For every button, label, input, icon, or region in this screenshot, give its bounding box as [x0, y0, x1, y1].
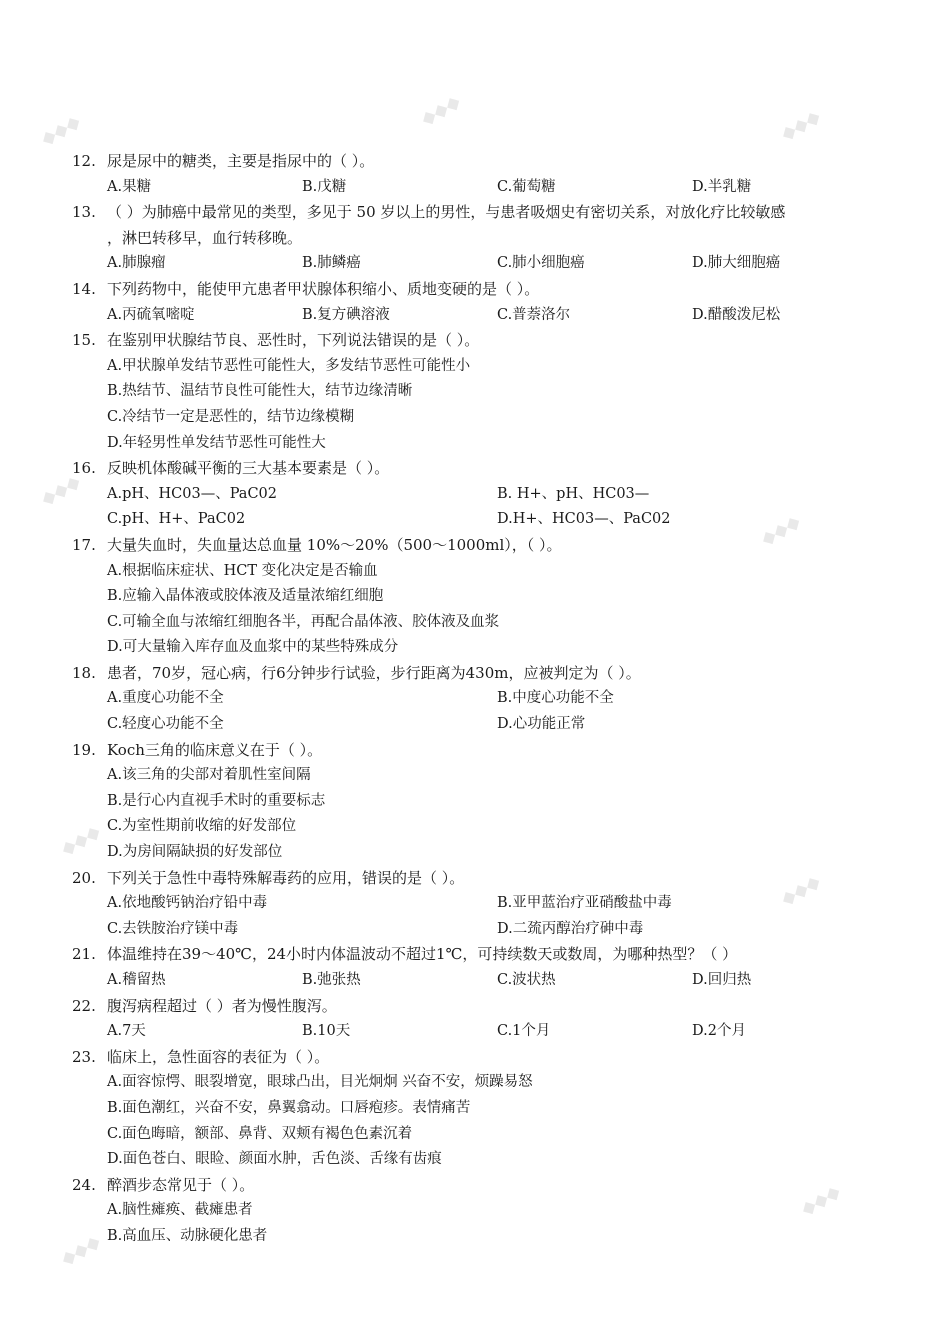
- question-text: Koch三角的临床意义在于（ ）。: [107, 740, 323, 759]
- answer-option: B.高血压、动脉硬化患者: [107, 1227, 268, 1244]
- question-item: [72, 942, 882, 993]
- option-list: [72, 968, 882, 994]
- option-list: [72, 559, 882, 661]
- answer-option: A.pH、HC03—、PaC02: [107, 485, 277, 502]
- question-text: 下列关于急性中毒特殊解毒药的应用，错误的是（ ）。: [107, 868, 465, 887]
- option-list: [72, 1070, 882, 1172]
- watermark-mark: ◆◆◆: [37, 111, 84, 150]
- answer-option: A.果糖: [107, 178, 152, 195]
- question-item: [72, 1173, 882, 1250]
- question-text: 临床上，急性面容的表征为（ ）。: [107, 1047, 330, 1066]
- question-item: [72, 328, 882, 456]
- answer-option: A.7天: [107, 1023, 146, 1040]
- question-item: [72, 738, 882, 866]
- watermark-mark: ◆◆◆: [777, 106, 824, 145]
- question-number: 18.: [72, 663, 96, 682]
- answer-option: D.面色苍白、眼睑、颜面水肿，舌色淡、舌缘有齿痕: [107, 1151, 442, 1168]
- option-list: [72, 1198, 882, 1249]
- question-line: [72, 942, 882, 968]
- question-text: 尿是尿中的糖类，主要是指尿中的（ ）。: [107, 152, 375, 170]
- question-number: 16.: [72, 459, 96, 478]
- question-text: 患者，70岁，冠心病，行6分钟步行试验，步行距离为430m，应被判定为（ ）。: [107, 663, 641, 682]
- question-text: （ ）为肺癌中最常见的类型，多见于 50 岁以上的男性，与患者吸烟史有密切关系，对放化疗比较敏感: [107, 203, 786, 222]
- answer-option: C.pH、H+、PaC02: [107, 511, 246, 528]
- answer-option: A.丙硫氧嘧啶: [107, 306, 195, 323]
- question-number: 14.: [72, 279, 96, 298]
- answer-option: D.年轻男性单发结节恶性可能性大: [107, 434, 326, 451]
- question-number: 22.: [72, 996, 96, 1015]
- question-text: 醉酒步态常见于（ ）。: [107, 1175, 255, 1194]
- answer-option: C.1个月: [497, 1023, 551, 1040]
- question-item: [72, 866, 882, 943]
- question-number: 17.: [72, 535, 96, 554]
- question-line: [72, 1173, 882, 1199]
- answer-option: C.面色晦暗，额部、鼻背、双颊有褐色色素沉着: [107, 1125, 413, 1142]
- question-line: [72, 149, 882, 175]
- watermark-mark: ◆◆◆: [37, 471, 84, 510]
- answer-option: D.回归热: [692, 972, 752, 988]
- answer-option: A.面容惊愕、眼裂增宽，眼球凸出，目光炯炯 兴奋不安，烦躁易怒: [107, 1074, 533, 1091]
- answer-option: D.为房间隔缺损的好发部位: [107, 844, 283, 861]
- answer-option: B.中度心功能不全: [497, 690, 614, 707]
- question-number: 12.: [72, 152, 96, 170]
- question-item: [72, 1045, 882, 1173]
- option-list: [72, 303, 882, 329]
- question-number: 19.: [72, 740, 96, 759]
- answer-option: B.10天: [302, 1023, 351, 1040]
- option-list: [72, 251, 882, 277]
- answer-option: C.葡萄糖: [497, 178, 556, 195]
- answer-option: B.应输入晶体液或胶体液及适量浓缩红细胞: [107, 588, 384, 605]
- question-line: [72, 994, 882, 1020]
- answer-option: B.热结节、温结节良性可能性大，结节边缘清晰: [107, 383, 413, 400]
- question-line: [72, 277, 882, 303]
- question-number: 23.: [72, 1047, 96, 1066]
- question-item: [72, 994, 882, 1045]
- option-list: [72, 891, 882, 942]
- answer-option: C.可输全血与浓缩红细胞各半，再配合晶体液、胶体液及血浆: [107, 613, 500, 630]
- answer-option: B.戊糖: [302, 178, 347, 195]
- question-text: 下列药物中，能使甲亢患者甲状腺体积缩小、质地变硬的是（ ）。: [107, 279, 540, 298]
- answer-option: D.心功能正常: [497, 716, 586, 733]
- answer-option: C.普萘洛尔: [497, 306, 571, 323]
- answer-option: A.依地酸钙钠治疗铅中毒: [107, 895, 268, 912]
- watermark-mark: ◆◆◆: [777, 871, 824, 910]
- question-text: 反映机体酸碱平衡的三大基本要素是（ ）。: [107, 459, 390, 478]
- answer-option: A.脑性瘫痪、截瘫患者: [107, 1202, 253, 1219]
- answer-option: B. H+、pH、HC03—: [497, 485, 650, 502]
- answer-option: B.亚甲蓝治疗亚硝酸盐中毒: [497, 895, 672, 912]
- watermark-mark: ◆◆◆: [797, 1181, 844, 1220]
- answer-option: A.甲状腺单发结节恶性可能性大，多发结节恶性可能性小: [107, 357, 471, 374]
- answer-option: D.半乳糖: [692, 178, 752, 195]
- answer-option: B.复方碘溶液: [302, 306, 390, 323]
- question-number: 24.: [72, 1175, 96, 1194]
- option-list: [72, 686, 882, 737]
- answer-option: D.肺大细胞癌: [692, 255, 781, 272]
- watermark-mark: ◆◆◆: [57, 1231, 104, 1270]
- answer-option: A.肺腺瘤: [107, 255, 166, 272]
- question-text: 腹泻病程超过（ ）者为慢性腹泻。: [107, 996, 337, 1015]
- answer-option: C.波状热: [497, 972, 556, 988]
- question-line: [72, 328, 882, 354]
- option-list: [72, 354, 882, 456]
- answer-option: D.醋酸泼尼松: [692, 306, 781, 323]
- answer-option: B.肺鳞癌: [302, 255, 361, 272]
- question-list: [72, 149, 882, 1250]
- question-text: 在鉴别甲状腺结节良、恶性时，下列说法错误的是（ ）。: [107, 331, 480, 350]
- answer-option: A.重度心功能不全: [107, 690, 224, 707]
- answer-option: A.根据临床症状、HCT 变化决定是否输血: [107, 562, 378, 579]
- question-text: 体温维持在39～40℃，24小时内体温波动不超过1℃，可持续数天或数周，为哪种热型？（ ）: [107, 945, 738, 964]
- option-list: [72, 763, 882, 865]
- answer-option: D.H+、HC03—、PaC02: [497, 511, 671, 528]
- answer-option: C.为室性期前收缩的好发部位: [107, 818, 297, 835]
- question-item: [72, 661, 882, 738]
- question-line: [72, 866, 882, 892]
- answer-option: A.该三角的尖部对着肌性室间隔: [107, 767, 311, 784]
- answer-option: D.2个月: [692, 1023, 746, 1040]
- question-line: [72, 456, 882, 482]
- question-item: [72, 533, 882, 661]
- question-item: [72, 277, 882, 328]
- watermark-mark: ◆◆◆: [757, 511, 804, 550]
- question-line: [72, 1045, 882, 1071]
- answer-option: C.轻度心功能不全: [107, 716, 224, 733]
- answer-option: B.面色潮红，兴奋不安，鼻翼翕动。口唇疱疹。表情痛苦: [107, 1099, 471, 1116]
- question-line: [72, 200, 882, 226]
- option-list: [72, 482, 882, 533]
- watermark-mark: ◆◆◆: [417, 91, 464, 130]
- answer-option: C.肺小细胞癌: [497, 255, 585, 272]
- option-list: [72, 1019, 882, 1045]
- answer-option: A.稽留热: [107, 972, 166, 988]
- question-item: [72, 200, 882, 277]
- answer-option: D.二巯丙醇治疗砷中毒: [497, 920, 644, 937]
- answer-option: C.冷结节一定是恶性的，结节边缘模糊: [107, 408, 355, 425]
- question-line: [72, 533, 882, 559]
- question-item: [72, 456, 882, 533]
- watermark-mark: ◆◆◆: [57, 821, 104, 860]
- answer-option: B.是行心内直视手术时的重要标志: [107, 792, 326, 809]
- question-text-continued: ，淋巴转移早，血行转移晚。: [107, 228, 303, 247]
- question-item: [72, 149, 882, 200]
- answer-option: B.弛张热: [302, 972, 361, 988]
- question-line: [72, 738, 882, 764]
- question-line: [72, 661, 882, 687]
- answer-option: D.可大量输入库存血及血浆中的某些特殊成分: [107, 639, 399, 656]
- question-text: 大量失血时，失血量达总血量 10%～20%（500～1000ml），（ ）。: [107, 535, 562, 554]
- question-number: 13.: [72, 203, 96, 222]
- question-number: 20.: [72, 868, 96, 887]
- question-number: 21.: [72, 945, 96, 964]
- option-list: [72, 175, 882, 201]
- answer-option: C.去铁胺治疗镁中毒: [107, 920, 239, 937]
- question-number: 15.: [72, 331, 96, 350]
